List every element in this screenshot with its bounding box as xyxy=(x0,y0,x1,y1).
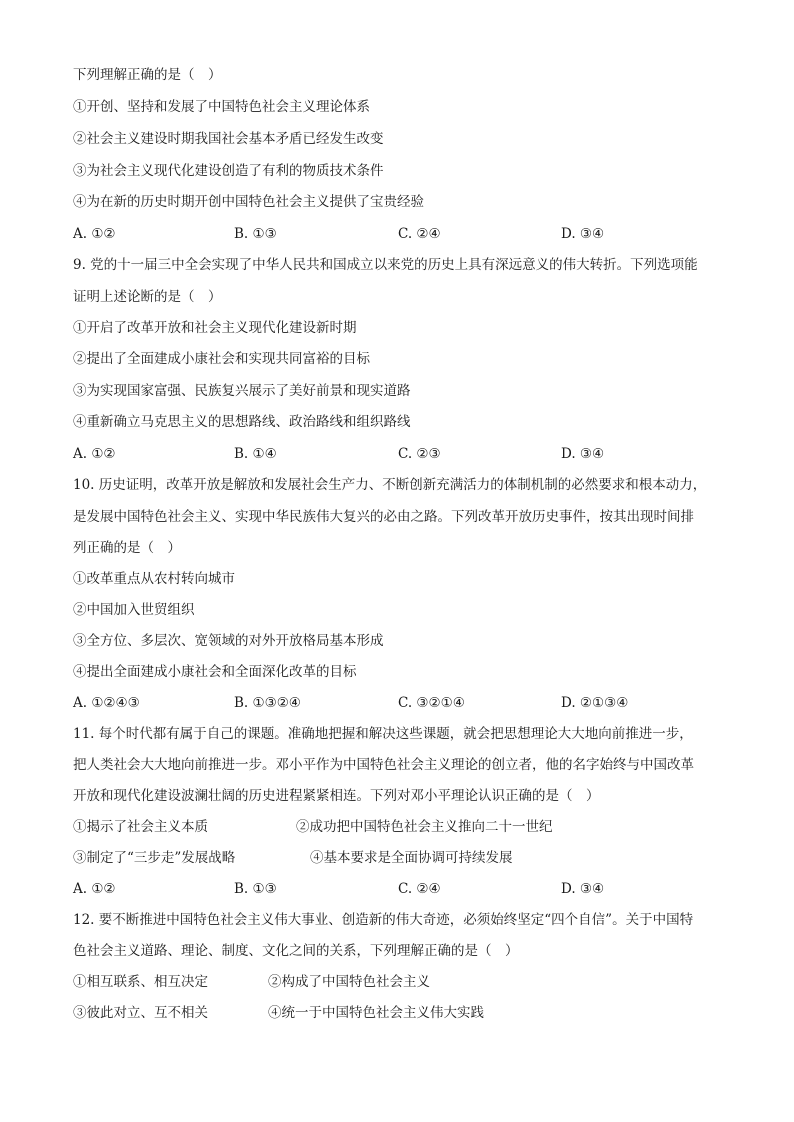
q8-option-a: A. ①② xyxy=(73,226,116,242)
q9-item-2: ②提出了全面建成小康社会和实现共同富裕的目标 xyxy=(73,351,370,367)
q11-item-2: ②成功把中国特色社会主义推向二十一世纪 xyxy=(296,819,553,835)
q8-item-4: ④为在新的历史时期开创中国特色社会主义提供了宝贵经验 xyxy=(73,194,424,210)
q8-item-2: ②社会主义建设时期我国社会基本矛盾已经发生改变 xyxy=(73,131,384,147)
q11-option-a: A. ①② xyxy=(73,881,116,897)
q12-item-3: ③彼此对立、互不相关 xyxy=(73,1005,208,1021)
q12-item-1: ①相互联系、相互决定 xyxy=(73,974,208,990)
q9-option-a: A. ①② xyxy=(73,446,116,462)
q8-item-3: ③为社会主义现代化建设创造了有利的物质技术条件 xyxy=(73,163,384,179)
q9-option-c: C. ②③ xyxy=(398,446,441,462)
q10-item-1: ①改革重点从农村转向城市 xyxy=(73,571,235,587)
q10-stem-line-1: 10. 历史证明，改革开放是解放和发展社会生产力、不断创新充满活力的体制机制的必然要求和根本动力， xyxy=(73,477,707,493)
q11-stem-line-3: 开放和现代化建设波澜壮阔的历史进程紧紧相连。下列对邓小平理论认识正确的是（ ） xyxy=(73,788,600,804)
q10-option-c: C. ③②①④ xyxy=(398,695,465,711)
q8-option-b: B. ①③ xyxy=(234,226,277,242)
q10-item-2: ②中国加入世贸组织 xyxy=(73,602,195,618)
q11-stem-line-2: 把人类社会大大地向前推进一步。邓小平作为中国特色社会主义理论的创立者，他的名字始终与中国改革 xyxy=(73,757,694,773)
q8-item-1: ①开创、坚持和发展了中国特色社会主义理论体系 xyxy=(73,99,370,115)
q10-stem-line-3: 列正确的是（ ） xyxy=(73,540,181,556)
q11-stem-line-1: 11. 每个时代都有属于自己的课题。准确地把握和解决这些课题，就会把思想理论大大地向前推进一步， xyxy=(73,726,693,742)
q9-stem-line-2: 证明上述论断的是（ ） xyxy=(73,289,222,305)
q9-option-d: D. ③④ xyxy=(561,446,605,462)
q12-stem-line-2: 色社会主义道路、理论、制度、文化之间的关系，下列理解正确的是（ ） xyxy=(73,943,519,959)
q9-item-3: ③为实现国家富强、民族复兴展示了美好前景和现实道路 xyxy=(73,383,411,399)
q10-option-b: B. ①③②④ xyxy=(234,695,301,711)
q9-item-1: ①开启了改革开放和社会主义现代化建设新时期 xyxy=(73,320,357,336)
q10-stem-line-2: 是发展中国特色社会主义、实现中华民族伟大复兴的必由之路。下列改革开放历史事件，按其出现时间排 xyxy=(73,509,694,525)
q9-option-b: B. ①④ xyxy=(234,446,277,462)
q11-option-d: D. ③④ xyxy=(561,881,605,897)
q10-item-4: ④提出全面建成小康社会和全面深化改革的目标 xyxy=(73,664,357,680)
q11-item-3: ③制定了“三步走”发展战略 xyxy=(73,850,236,866)
q11-option-b: B. ①③ xyxy=(234,881,277,897)
q10-item-3: ③全方位、多层次、宽领域的对外开放格局基本形成 xyxy=(73,633,384,649)
q10-option-a: A. ①②④③ xyxy=(73,695,140,711)
q8-option-d: D. ③④ xyxy=(561,226,605,242)
q11-item-1: ①揭示了社会主义本质 xyxy=(73,819,208,835)
q9-item-4: ④重新确立马克思主义的思想路线、政治路线和组织路线 xyxy=(73,414,411,430)
q12-item-4: ④统一于中国特色社会主义伟大实践 xyxy=(268,1005,484,1021)
q11-option-c: C. ②④ xyxy=(398,881,441,897)
q12-item-2: ②构成了中国特色社会主义 xyxy=(268,974,430,990)
q12-stem-line-1: 12. 要不断推进中国特色社会主义伟大事业、创造新的伟大奇迹，必须始终坚定“四个自信”。关于中国特 xyxy=(73,912,694,928)
q8-option-c: C. ②④ xyxy=(398,226,441,242)
q8-stem-tail: 下列理解正确的是（ ） xyxy=(73,67,222,83)
q9-stem-line-1: 9. 党的十一届三中全会实现了中华人民共和国成立以来党的历史上具有深远意义的伟大转折。下列选项能 xyxy=(73,257,698,273)
q10-option-d: D. ②①③④ xyxy=(561,695,629,711)
q11-item-4: ④基本要求是全面协调可持续发展 xyxy=(310,850,513,866)
